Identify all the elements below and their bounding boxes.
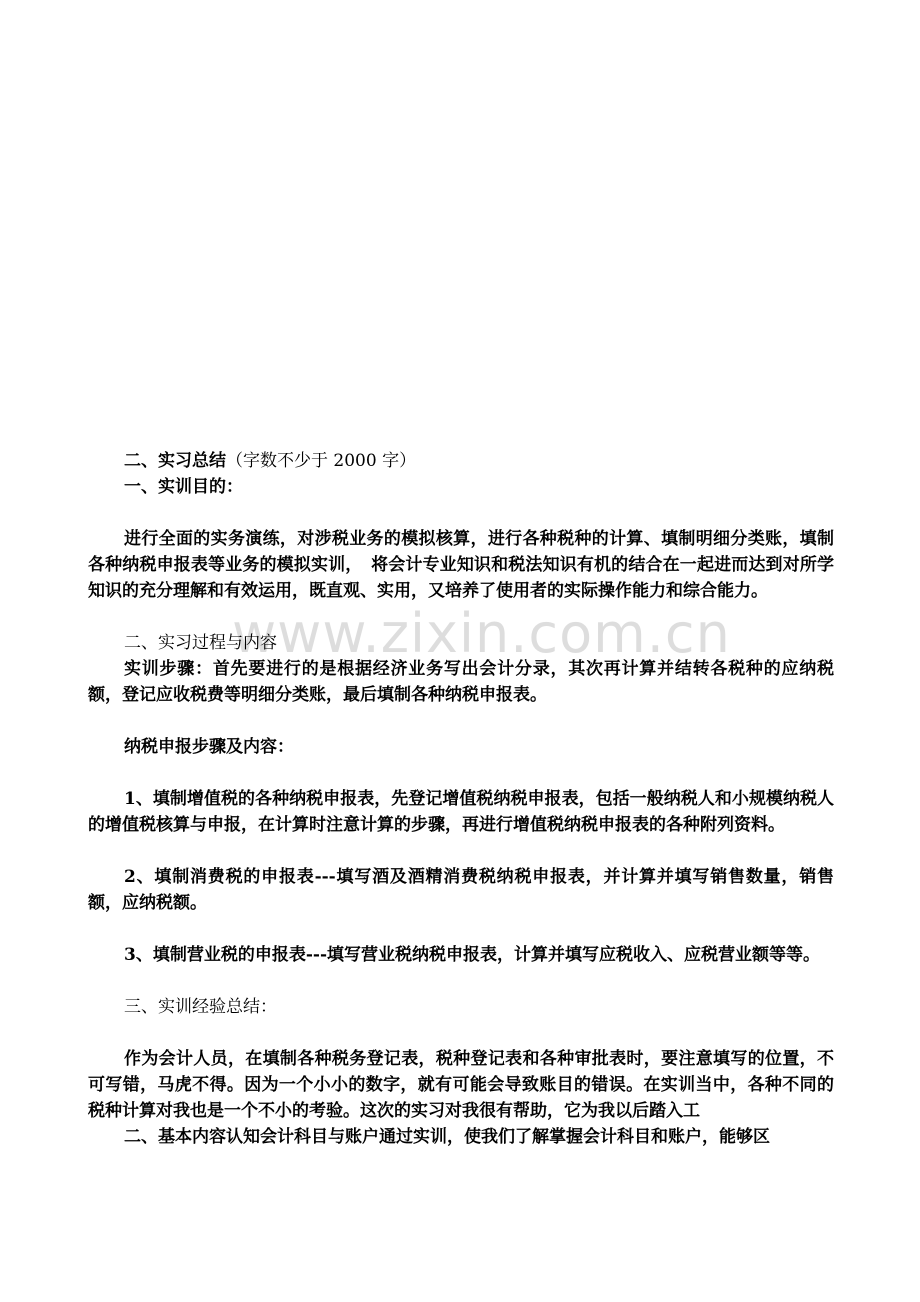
process-steps: 实训步骤：首先要进行的是根据经济业务写出会计分录，其次再计算并结转各税种的应纳税额，登记应收税费等明细分类账，最后填制各种纳税申报表。: [88, 659, 834, 705]
spacer: [88, 1020, 834, 1046]
section-summary-heading: [88, 448, 834, 474]
experience-body: 作为会计人员，在填制各种税务登记表，税种登记表和各种审批表时，要注意填写的位置，不可写错，马虎不得。因为一个小小的数字，就有可能会导致账目的错误。在实训当中，各种不同的税种计算对我也是一个不小的考验。这次的实习对我很有帮助，它为我以后踏入工: [88, 1049, 834, 1121]
spacer: [88, 708, 834, 734]
spacer: [88, 838, 834, 864]
experience-continuation: 二、基本内容认知会计科目与账户通过实训，使我们了解掌握会计科目和账户，能够区: [124, 1127, 770, 1147]
section-summary-note: （字数不少于 2000 字）: [226, 451, 417, 471]
section-summary-title: 二、实习总结: [124, 451, 226, 471]
declaration-item-1: 1、填制增值税的各种纳税申报表，先登记增值税纳税申报表，包括一般纳税人和小规模纳税人的增值税核算与申报，在计算时注意计算的步骤，再进行增值税纳税申报表的各种附列资料。: [88, 789, 834, 835]
spacer: [88, 968, 834, 994]
document-body: [88, 448, 834, 1150]
declaration-heading: 纳税申报步骤及内容：: [124, 737, 294, 757]
process-heading: 二、实习过程与内容: [124, 633, 277, 653]
declaration-item-3: 3、填制营业税的申报表---填写营业税纳税申报表，计算并填写应税收入、应税营业额等等。: [124, 945, 820, 965]
watermark: www.zixin.com.cn: [232, 602, 731, 665]
spacer: [88, 760, 834, 786]
purpose-heading: 一、实训目的：: [124, 477, 243, 497]
declaration-item-2: 2、填制消费税的申报表---填写酒及酒精消费税纳税申报表，并计算并填写销售数量，销售额，应纳税额。: [88, 867, 834, 913]
spacer: [88, 604, 834, 630]
purpose-body: 进行全面的实务演练，对涉税业务的模拟核算，进行各种税种的计算、填制明细分类账，填制各种纳税申报表等业务的模拟实训， 将会计专业知识和税法知识有机的结合在一起进而达到对所学知识的充分理解和有效运用，既直观、实用，又培养了使用者的实际操作能力和综合能力。: [88, 529, 834, 601]
experience-heading: 三、实训经验总结：: [124, 997, 277, 1017]
spacer: [88, 916, 834, 942]
spacer: [88, 500, 834, 526]
